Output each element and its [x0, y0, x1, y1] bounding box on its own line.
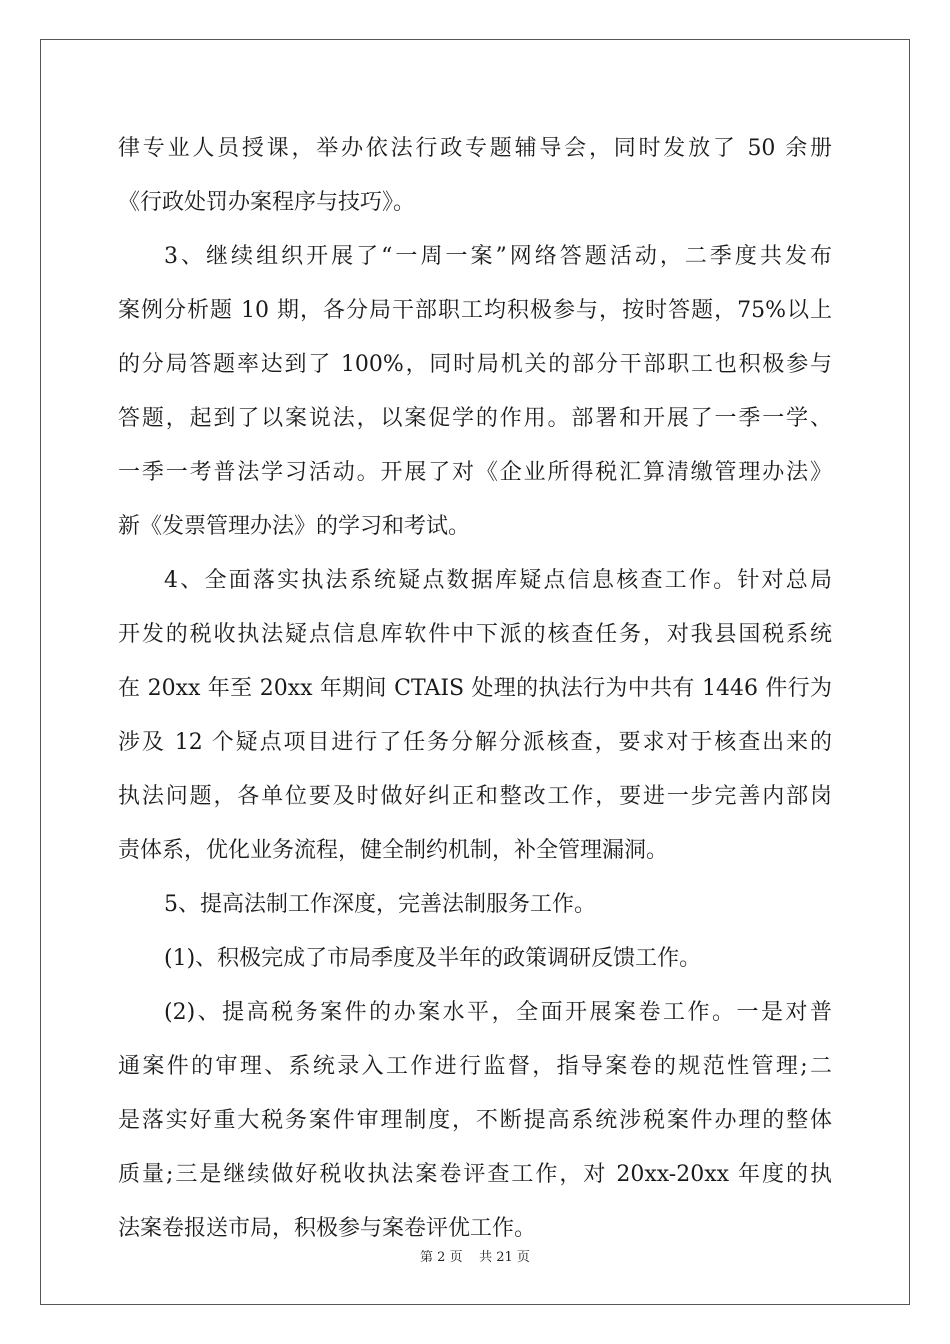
text-line: 3、继续组织开展了“一周一案”网络答题活动，二季度共发布: [164, 244, 832, 269]
text-line: 案例分析题 10 期，各分局干部职工均积极参与，按时答题，75%以上: [118, 298, 832, 323]
text-line: 涉及 12 个疑点项目进行了任务分解分派核查，要求对于核查出来的: [118, 730, 832, 755]
text-line: 新《发票管理办法》的学习和考试。: [118, 514, 471, 539]
text-line: 4、全面落实执法系统疑点数据库疑点信息核查工作。针对总局: [164, 568, 832, 593]
text-line: 律专业人员授课，举办依法行政专题辅导会，同时发放了 50 余册: [118, 136, 832, 161]
text-line: (1)、积极完成了市局季度及半年的政策调研反馈工作。: [164, 946, 702, 971]
text-line: 答题，起到了以案说法，以案促学的作用。部署和开展了一季一学、: [118, 406, 832, 431]
text-line: 法案卷报送市局，积极参与案卷评优工作。: [118, 1216, 537, 1241]
text-line: 开发的税收执法疑点信息库软件中下派的核查任务，对我县国税系统: [118, 622, 832, 647]
text-line: 5、提高法制工作深度，完善法制服务工作。: [164, 892, 596, 917]
document-body: [118, 122, 832, 1256]
text-line: 的分局答题率达到了 100%，同时局机关的部分干部职工也积极参与: [118, 352, 832, 377]
text-line: 通案件的审理、系统录入工作进行监督，指导案卷的规范性管理;二: [118, 1054, 832, 1079]
text-line: 是落实好重大税务案件审理制度，不断提高系统涉税案件办理的整体: [118, 1108, 832, 1133]
total-pages: 共 21 页: [479, 1250, 530, 1265]
page-number: 第 2 页: [420, 1250, 463, 1265]
text-line: 在 20xx 年至 20xx 年期间 CTAIS 处理的执法行为中共有 1446 件行为: [118, 676, 832, 701]
text-line: 一季一考普法学习活动。开展了对《企业所得税汇算清缴管理办法》: [118, 460, 832, 485]
text-line: 执法问题，各单位要及时做好纠正和整改工作，要进一步完善内部岗: [118, 784, 832, 809]
text-line: 质量;三是继续做好税收执法案卷评查工作，对 20xx-20xx 年度的执: [118, 1162, 832, 1187]
page-footer: [0, 1246, 950, 1265]
text-line: 责体系，优化业务流程，健全制约机制，补全管理漏洞。: [118, 838, 669, 863]
text-line: 《行政处罚办案程序与技巧》。: [118, 190, 416, 215]
text-line: (2)、提高税务案件的办案水平，全面开展案卷工作。一是对普: [164, 1000, 832, 1025]
